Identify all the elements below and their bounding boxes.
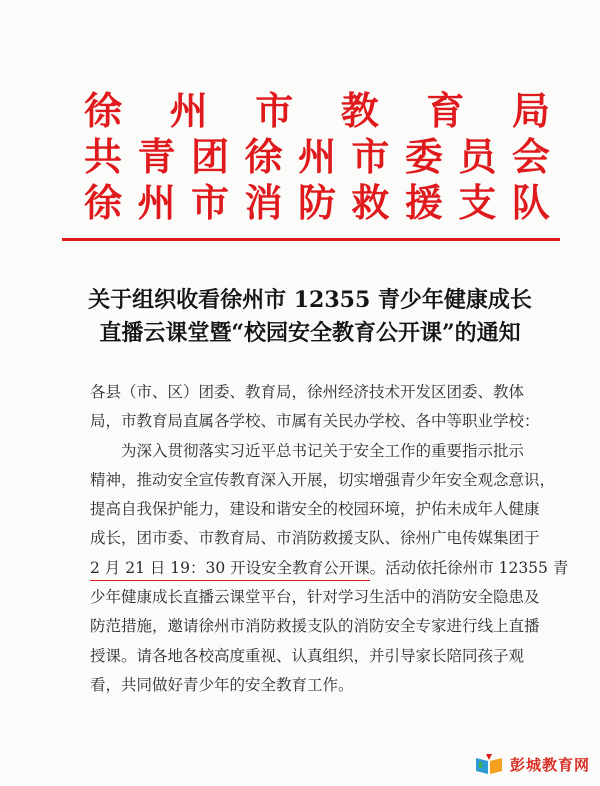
issuer-fire-rescue-detachment — [84, 180, 550, 226]
addressee-line-2: 局，市教育局直属各学校、市属有关民办学校、各中等职业学校： — [90, 412, 540, 431]
issuer-character: 支 — [458, 180, 497, 225]
addressee-line-1: 各县（市、区）团委、教育局，徐州经济技术开发区团委、教体 — [90, 383, 525, 401]
watermark-text: 彭城教育网 — [509, 755, 590, 774]
issuer-character: 市 — [255, 88, 294, 133]
paragraph-line: 提高自我保护能力，建设和谐安全的校园环境，护佑未成年人健康 — [90, 500, 540, 519]
issuer-character: 州 — [297, 134, 336, 179]
issuer-character: 队 — [511, 180, 550, 225]
issuer-character: 育 — [426, 88, 465, 133]
issuing-authorities — [84, 88, 550, 226]
issuer-character: 员 — [458, 134, 497, 179]
paragraph-line: 少年健康成长直播云课堂平台，针对学习生活中的消防安全隐患及 — [90, 588, 540, 607]
issuer-character: 州 — [137, 180, 176, 225]
issuer-youth-league-committee — [84, 134, 550, 180]
underlined-event-time: 2 月 21 日 19：30 开设安全教育公开课 — [90, 556, 370, 581]
issuer-character: 徐 — [84, 88, 123, 133]
document-body — [90, 378, 569, 700]
site-watermark — [474, 752, 590, 776]
issuer-character: 救 — [351, 180, 390, 225]
issuer-character: 教 — [340, 88, 379, 133]
paragraph-line-with-highlight — [90, 554, 569, 583]
paragraph-line: 看，共同做好青少年的安全教育工作。 — [90, 675, 354, 694]
issuer-character: 共 — [84, 134, 123, 179]
issuer-character: 青 — [137, 134, 176, 179]
issuer-character: 徐 — [84, 180, 123, 225]
paragraph-line: 精神，推动安全宣传教育深入开展，切实增强青少年安全观念意识， — [90, 470, 556, 489]
paragraph-line: 防范措施，邀请徐州市消防救援支队的消防安全专家进行线上直播 — [90, 617, 540, 636]
issuer-character: 局 — [511, 88, 550, 133]
issuer-character: 徐 — [244, 134, 283, 179]
title-line-2: 直播云课堂暨“校园安全教育公开课”的通知 — [99, 320, 521, 346]
paragraph-line-rest: 。活动依托徐州市 12355 青 — [369, 558, 569, 577]
issuer-character: 会 — [511, 134, 550, 179]
red-divider-line — [62, 238, 560, 241]
paragraph-line: 授课。请各地各校高度重视、认真组织，并引导家长陪同孩子观 — [90, 646, 525, 665]
issuer-character: 防 — [297, 180, 336, 225]
issuer-character: 委 — [404, 134, 443, 179]
paragraph-line: 为深入贯彻落实习近平总书记关于安全工作的重要指示批示 — [121, 441, 525, 460]
issuer-character: 市 — [351, 134, 390, 179]
book-logo-icon — [474, 752, 504, 776]
issuer-character: 市 — [190, 180, 229, 225]
issuer-character: 援 — [404, 180, 443, 225]
paragraph-line: 成长，团市委、市教育局、市消防救援支队、徐州广电传媒集团于 — [90, 529, 540, 548]
issuer-character: 消 — [244, 180, 283, 225]
issuer-character: 州 — [169, 88, 208, 133]
issuer-character: 团 — [190, 134, 229, 179]
issuer-education-bureau — [84, 88, 550, 134]
title-line-1: 关于组织收看徐州市 12355 青少年健康成长 — [88, 287, 532, 313]
document-title — [60, 284, 560, 350]
